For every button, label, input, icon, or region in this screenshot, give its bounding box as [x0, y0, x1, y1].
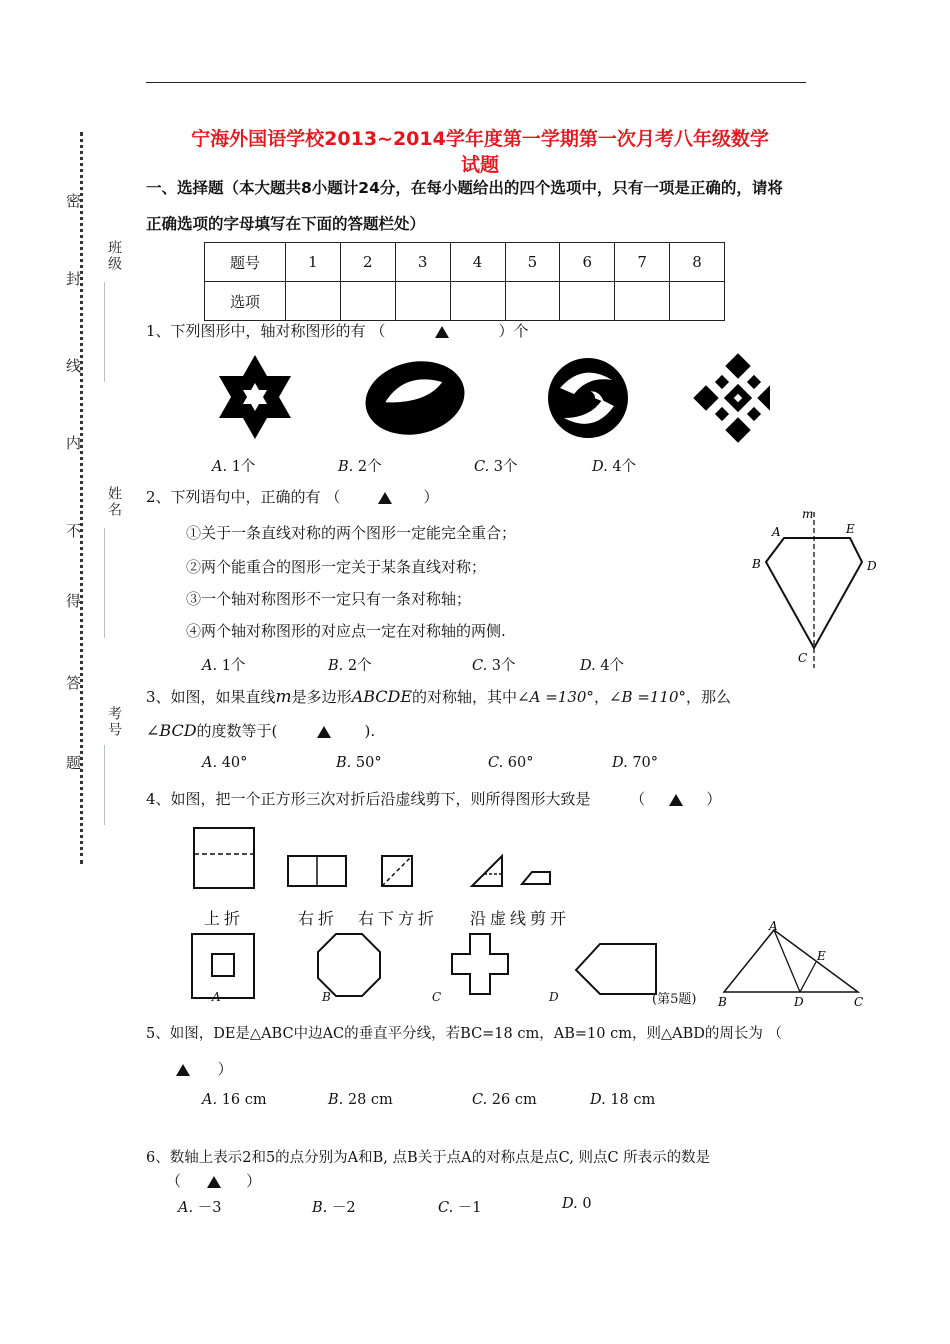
table-header-cell: 题号: [205, 243, 286, 282]
q2-option-c[interactable]: C. 3个: [472, 658, 516, 674]
q3-line1: 3、如图，如果直线m是多边形ABCDE的对称轴，其中∠A =130°，∠B =110°，那么: [146, 687, 732, 707]
q4-stem: 4、如图，把一个正方形三次对折后沿虚线剪下，则所得图形大致是 （ ）: [146, 790, 722, 808]
q2-option-a[interactable]: A. 1个: [202, 658, 246, 674]
seal-char: 得: [66, 592, 82, 610]
paper-title-line1: 宁海外国语学校2013~2014学年度第一学期第一次月考八年级数学: [191, 128, 769, 150]
q6-option-b[interactable]: B. －2: [312, 1200, 356, 1216]
q1-option-c[interactable]: C. 3个: [474, 459, 518, 475]
figure-label: m: [802, 507, 814, 521]
class-field-line[interactable]: [104, 282, 105, 382]
answer-triangle-icon: [207, 1176, 221, 1188]
figure-label: C: [854, 995, 864, 1009]
class-field-label: 班级: [106, 240, 122, 272]
answer-cell[interactable]: [395, 282, 450, 321]
q4-caption-3: 右下方折: [358, 909, 439, 928]
q6-stem: 6、数轴上表示2和5的点分别为A和B, 点B关于点A的对称点是点C, 则点C 所表示的数是: [146, 1150, 711, 1166]
answer-triangle-icon: [317, 726, 331, 738]
swirl-figure: [548, 358, 628, 438]
answer-triangle-icon: [669, 794, 683, 806]
q1-option-d[interactable]: D. 4个: [592, 459, 637, 475]
q2-statement-3: ③一个轴对称图形不一定只有一条对称轴；: [186, 590, 472, 608]
q2-statement-1: ①关于一条直线对称的两个图形一定能完全重合；: [186, 524, 517, 542]
q1-option-a[interactable]: A. 1个: [212, 459, 256, 475]
table-row: [205, 282, 725, 321]
q2-stem: 2、下列语句中，正确的有 （ ）: [146, 488, 439, 506]
figure-label: A: [769, 919, 778, 933]
answer-cell[interactable]: [670, 282, 725, 321]
q3-pentagon-figure: [742, 500, 892, 675]
q1-stem-end: ）个: [498, 322, 529, 340]
question-number-cell: 6: [560, 243, 615, 282]
section1-heading-line1: 一、选择题（本大题共8小题计24分，在每小题给出的四个选项中，只有一项是正确的，请将: [146, 179, 783, 197]
name-field-label: 姓名: [106, 486, 122, 518]
q4-caption-1: 上折: [204, 909, 245, 928]
answer-cell[interactable]: [450, 282, 505, 321]
question-number-cell: 3: [395, 243, 450, 282]
figure-label: B: [718, 995, 727, 1009]
q4-caption-4: 沿虚线剪开: [470, 909, 571, 928]
q4-option-label-b[interactable]: B: [322, 990, 331, 1004]
answer-triangle-icon: [176, 1064, 190, 1076]
figure-label: C: [798, 651, 808, 665]
paper-title-line2: 试题: [460, 154, 499, 176]
fig5-caption: (第5题): [652, 992, 697, 1007]
exam-number-field-line[interactable]: [104, 745, 105, 825]
q3-line2: ∠BCD的度数等于( ).: [146, 721, 376, 740]
question-number-cell: 2: [340, 243, 395, 282]
question-number-cell: 1: [286, 243, 341, 282]
question-number-cell: 5: [505, 243, 560, 282]
ring-figure: [359, 352, 472, 443]
answer-cell[interactable]: [340, 282, 395, 321]
q4-folding-steps-figure: [186, 822, 586, 894]
seal-char: 密: [66, 192, 82, 210]
q4-option-label-d[interactable]: D: [549, 990, 559, 1004]
seal-char: 内: [66, 434, 82, 452]
q4-option-figures: [186, 930, 666, 1008]
q5-option-a[interactable]: A. 16 cm: [202, 1092, 267, 1108]
q4-option-a-figure: [192, 934, 254, 998]
figure-label: D: [794, 995, 804, 1009]
seal-char: 题: [66, 754, 82, 772]
q1-figures: [210, 350, 770, 446]
q2-statement-2: ②两个能重合的图形一定关于某条直线对称；: [186, 558, 487, 576]
seal-char: 封: [66, 270, 82, 288]
q5-option-b[interactable]: B. 28 cm: [328, 1092, 393, 1108]
q5-option-c[interactable]: C. 26 cm: [472, 1092, 537, 1108]
section1-heading-line2: 正确选项的字母填写在下面的答题栏处）: [146, 215, 426, 233]
answer-cell[interactable]: [505, 282, 560, 321]
q6-option-d[interactable]: D. 0: [562, 1196, 592, 1212]
figure-label: B: [752, 557, 761, 571]
q5-answer-paren: ）: [176, 1058, 233, 1079]
seal-char: 线: [66, 357, 82, 375]
q6-option-a[interactable]: A. －3: [178, 1200, 222, 1216]
q4-caption-2: 右折: [298, 909, 339, 928]
figure-label: E: [846, 522, 855, 536]
q4-option-label-c[interactable]: C: [432, 990, 442, 1004]
q1-stem-text: 1、下列图形中，轴对称图形的有 （: [146, 322, 386, 340]
answer-cell[interactable]: [615, 282, 670, 321]
top-rule: [146, 82, 806, 83]
question-number-cell: 4: [450, 243, 505, 282]
q2-statement-4: ④两个轴对称图形的对应点一定在对称轴的两侧.: [186, 622, 506, 640]
seal-char: 不: [66, 522, 82, 540]
q3-option-d[interactable]: D. 70°: [612, 755, 659, 771]
q3-option-c[interactable]: C. 60°: [488, 755, 534, 771]
q2-option-d[interactable]: D. 4个: [580, 658, 625, 674]
answer-table: [204, 242, 725, 321]
q3-option-a[interactable]: A. 40°: [202, 755, 248, 771]
question-number-cell: 8: [670, 243, 725, 282]
q3-option-b[interactable]: B. 50°: [336, 755, 382, 771]
exam-number-field-label: 考号: [106, 706, 122, 738]
q6-option-c[interactable]: C. －1: [438, 1200, 482, 1216]
diamond-cross-figure: [693, 353, 770, 442]
question-number-cell: 7: [615, 243, 670, 282]
q1-stem: [146, 320, 528, 341]
q5-triangle-figure: [714, 918, 874, 1010]
figure-label: D: [867, 559, 877, 573]
answer-triangle-icon: [435, 326, 449, 338]
q4-option-b-figure: [318, 934, 380, 996]
q4-option-c-figure: [452, 934, 508, 994]
figure-label: A: [772, 525, 781, 539]
name-field-line[interactable]: [104, 528, 105, 638]
answer-cell[interactable]: [560, 282, 615, 321]
q6-answer-paren: （ ）: [166, 1172, 262, 1190]
figure-label: E: [817, 949, 826, 963]
hexagram-figure: [219, 355, 291, 439]
answer-cell[interactable]: [286, 282, 341, 321]
seal-char: 答: [66, 674, 82, 692]
q5-option-d[interactable]: D. 18 cm: [590, 1092, 656, 1108]
q2-option-b[interactable]: B. 2个: [328, 658, 372, 674]
q4-option-label-a[interactable]: A: [212, 990, 221, 1004]
q5-stem: 5、如图，DE是△ABC中边AC的垂直平分线，若BC=18 cm，AB=10 cm，则△ABD的周长为 （: [146, 1026, 782, 1042]
table-row: [205, 243, 725, 282]
q4-option-d-figure: [576, 944, 656, 994]
answer-triangle-icon: [378, 492, 392, 504]
q1-option-b[interactable]: B. 2个: [338, 459, 382, 475]
table-header-cell: 选项: [205, 282, 286, 321]
